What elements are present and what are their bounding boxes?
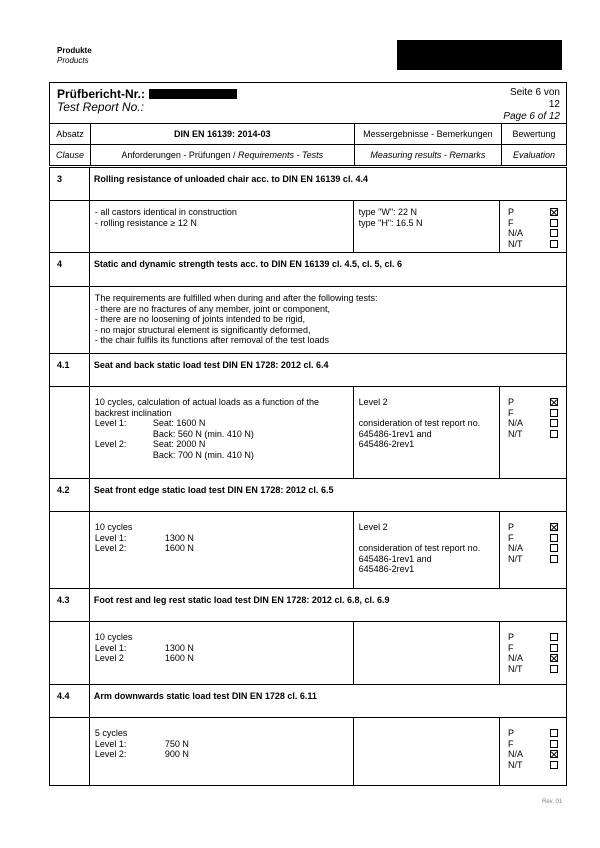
section-number: 3 [50,168,90,201]
checkbox-nt[interactable] [550,761,558,769]
result-line: 645486-1rev1 and [358,553,432,564]
checkbox-na[interactable] [550,544,558,552]
section-title: Rolling resistance of unloaded chair acc. to DIN EN 16139 cl. 4.4 [89,168,566,201]
requirement-line: - there are no fractures of any member, joint or component, [94,303,330,314]
section-number: 4.4 [50,685,90,718]
eval-label-p: P [508,632,515,642]
cycles-line: 10 cycles [94,632,133,642]
col-header-results-de: Messergebnisse - Bemerkungen [354,124,501,145]
requirement-line: - the chair fulfils its functions after removal of the test loads [94,335,329,345]
checkbox-nt[interactable] [550,665,558,673]
eval-label-p: P [508,728,515,738]
checkbox-na-checked[interactable] [550,654,558,662]
section-row-4-3 [50,589,567,622]
redacted-logo [397,40,562,70]
products-en: Products [57,56,89,65]
eval-label-f: F [508,407,514,418]
requirement-line: The requirements are fulfilled when during and after the following tests: [94,293,378,303]
level-label: Level 2: [94,439,127,449]
result-line: type "W": 22 N [358,207,418,217]
requirements-cell [89,512,353,589]
section-row-4-4 [50,685,567,718]
level-value: Seat: 2000 N [152,439,206,449]
requirement-line: - rolling resistance ≥ 12 N [94,217,197,228]
eval-label-na: N/A [508,653,524,663]
eval-label-p: P [508,522,515,532]
report-title-en: Test Report No.: [57,100,144,114]
checkbox-na[interactable] [550,229,558,237]
eval-label-p: P [508,397,515,407]
products-label [57,46,92,66]
eval-label-f: F [508,217,514,228]
checkbox-p[interactable] [550,633,558,641]
result-line: 645486-2rev1 [358,439,415,449]
requirements-cell [89,718,353,786]
section-row-3 [50,168,567,201]
report-title: Prüfbericht-Nr.: [57,87,146,101]
evaluation-cell [500,201,567,253]
evaluation-cell [500,622,567,685]
level-value: Back: 700 N (min. 410 N) [152,449,254,460]
level-label: Level 1: [94,532,127,543]
section-number: 4.1 [50,354,90,387]
eval-label-f: F [508,642,514,653]
level-label: Level 2 [94,653,124,663]
col-header-requirements [90,145,354,166]
requirement-line: - there are no loosening of joints intended to be rigid, [94,314,305,324]
page-number-en: Page 6 of 12 [503,111,560,122]
eval-label-p: P [508,207,515,217]
level-value: 1300 N [164,642,194,653]
test-results-table [49,167,567,786]
eval-label-nt: N/T [508,663,523,674]
section-title: Seat and back static load test DIN EN 1728: 2012 cl. 6.4 [89,354,566,387]
eval-label-nt: N/T [508,238,523,249]
checkbox-f[interactable] [550,409,558,417]
eval-label-na: N/A [508,228,524,238]
result-line: 645486-2rev1 [358,564,415,574]
eval-label-f: F [508,532,514,543]
level-value: 1300 N [164,532,194,543]
checkbox-na-checked[interactable] [550,750,558,758]
col-header-requirements-de: Anforderungen - Prüfungen / [121,149,238,160]
results-cell [353,387,499,479]
requirement-line: backrest inclination [94,407,172,418]
col-header-requirements-en: Requirements - Tests [237,149,324,160]
requirement-line: - all castors identical in construction [94,207,237,217]
level-value: Back: 560 N (min. 410 N) [152,428,254,439]
requirements-cell [89,622,353,685]
checkbox-f[interactable] [550,740,558,748]
col-header-clause-de: Absatz [50,124,91,145]
requirement-line: - no major structural element is significantly deformed, [94,324,311,335]
eval-label-nt: N/T [508,553,523,564]
section-title: Static and dynamic strength tests acc. to DIN EN 16139 cl. 4.5, cl. 5, cl. 6 [89,253,566,287]
checkbox-nt[interactable] [550,240,558,248]
section-body-4 [50,287,567,354]
level-value: 750 N [164,738,189,749]
result-level: Level 2 [358,522,388,532]
col-header-clause-en: Clause [50,145,91,166]
report-title-cell [50,83,502,124]
evaluation-cell [500,387,567,479]
section-title: Foot rest and leg rest static load test DIN EN 1728: 2012 cl. 6.8, cl. 6.9 [89,589,566,622]
section-body-4-2 [50,512,567,589]
revision-label: Rev. 01 [542,799,563,805]
section-number: 4 [50,253,90,287]
section-title: Arm downwards static load test DIN EN 1728 cl. 6.11 [89,685,566,718]
requirements-cell [89,287,566,354]
result-line: 645486-1rev1 and [358,428,432,439]
result-level: Level 2 [358,397,388,407]
col-header-standard: DIN EN 16139: 2014-03 [90,124,354,145]
level-value: Seat: 1600 N [152,418,206,428]
checkbox-nt[interactable] [550,555,558,563]
section-title: Seat front edge static load test DIN EN 1728: 2012 cl. 6.5 [89,479,566,512]
requirements-cell [89,201,353,253]
level-value: 900 N [164,749,189,759]
result-line: consideration of test report no. [358,543,481,553]
level-value: 1600 N [164,653,194,663]
eval-label-nt: N/T [508,759,523,770]
results-cell [353,622,499,685]
level-label: Level 2: [94,543,127,553]
cycles-line: 5 cycles [94,728,128,738]
eval-label-na: N/A [508,418,524,428]
results-cell [353,718,499,786]
eval-label-na: N/A [508,749,524,759]
checkbox-na[interactable] [550,419,558,427]
result-line: consideration of test report no. [358,418,481,428]
requirement-line: 10 cycles, calculation of actual loads as a function of the [94,397,319,407]
eval-label-nt: N/T [508,428,523,439]
level-label: Level 1: [94,738,127,749]
results-cell [353,201,499,253]
level-label: Level 1: [94,418,127,428]
col-header-evaluation-en: Evaluation [502,145,567,166]
section-row-4 [50,253,567,287]
checkbox-p-checked[interactable] [550,208,558,216]
evaluation-cell [500,718,567,786]
page-number-de: Seite 6 von 12 [509,87,560,110]
products-de: Produkte [57,46,92,55]
redacted-report-number [149,89,237,99]
level-label: Level 2: [94,749,127,759]
section-body-4-3 [50,622,567,685]
evaluation-cell [500,512,567,589]
eval-label-f: F [508,738,514,749]
page-number-cell [502,83,567,124]
section-number: 4.2 [50,479,90,512]
result-line: type "H": 16.5 N [358,217,423,228]
results-cell [353,512,499,589]
section-row-4-2 [50,479,567,512]
report-header [49,82,567,166]
checkbox-p-checked[interactable] [550,398,558,406]
section-row-4-1 [50,354,567,387]
checkbox-f[interactable] [550,534,558,542]
section-body-4-4 [50,718,567,786]
section-body-4-1 [50,387,567,479]
section-body-3 [50,201,567,253]
col-header-results-en: Measuring results - Remarks [354,145,501,166]
checkbox-p[interactable] [550,729,558,737]
checkbox-nt[interactable] [550,430,558,438]
col-header-evaluation-de: Bewertung [502,124,567,145]
cycles-line: 10 cycles [94,522,133,532]
level-label: Level 1: [94,642,127,653]
checkbox-f[interactable] [550,644,558,652]
section-number: 4.3 [50,589,90,622]
checkbox-f[interactable] [550,219,558,227]
requirements-cell [89,387,353,479]
eval-label-na: N/A [508,543,524,553]
level-value: 1600 N [164,543,194,553]
checkbox-p-checked[interactable] [550,523,558,531]
